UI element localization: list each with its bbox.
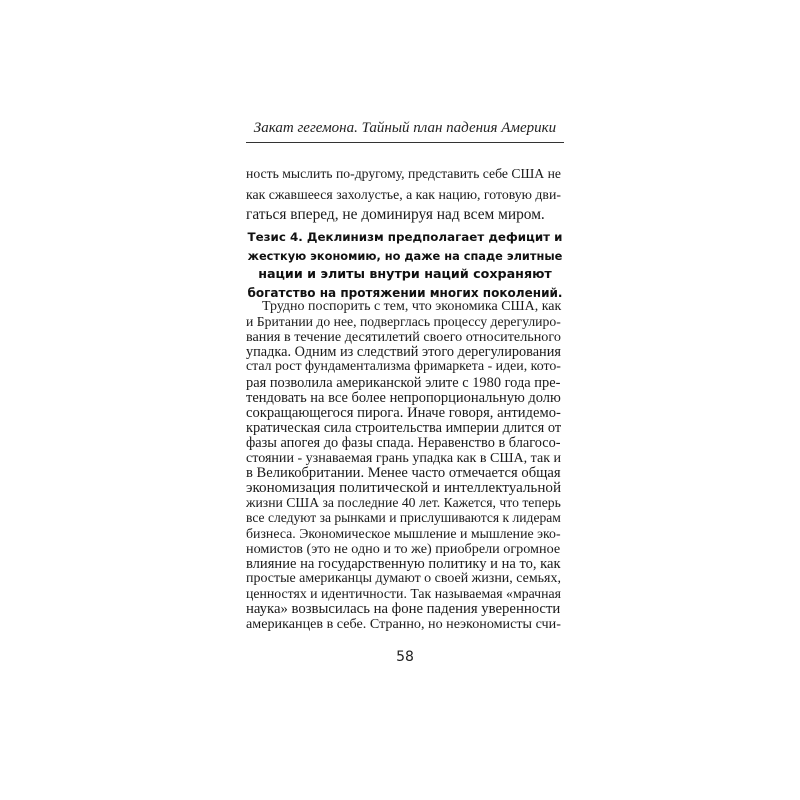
page-number: 58 [396,649,414,666]
text-line: все следуют за рынками и прислушиваются к лидерам [246,510,561,526]
text-line: тендовать на все более непропорциональную долю [246,389,561,406]
heading-line: жесткую экономию, но даже на спаде элитные [247,248,563,263]
text-line: жизни США за последние 40 лет. Кажется, что теперь [246,495,561,511]
text-line: стоянии - узнаваемая грань упадка как в США, так и [246,450,562,466]
text-line: простые американцы думают о своей жизни, семьях, [246,570,561,586]
text-line: Трудно поспорить с тем, что экономика США, как [262,299,562,314]
text-line: ность мыслить по-другому, представить себе США не [246,166,561,181]
text-line: наука» возвысилась на фоне падения уверенности [246,601,561,617]
text-line: вания в течение десятилетий своего относительного [246,329,561,346]
text-line: упадка. Одним из следствий этого дерегулирования [246,344,561,361]
header-rule [246,142,564,143]
running-head: Закат гегемона. Тайный план падения Америки [253,120,557,136]
text-line: рая позволила американской элите с 1980 года пре- [246,374,561,391]
text-line: гаться вперед, не доминируя над всем миром. [246,206,545,223]
text-line: ценностях и идентичности. Так называемая «мрачная [246,585,561,601]
text-line: номистов (это не одно и то же) приобрели огромное [246,540,561,557]
heading-line: богатство на протяжении многих поколений. [247,285,563,300]
heading-line: нации и элиты внутри наций сохраняют [258,266,552,281]
section-heading [246,228,564,302]
heading-line: Тезис 4. Деклинизм предполагает дефицит и [247,230,563,244]
text-line: сокращающегося пирога. Иначе говоря, антидемо- [246,404,561,421]
text-line: влияние на государственную политику и на то, как [246,555,561,572]
text-line: и Британии до нее, подверглась процессу дерегулиро- [246,314,561,330]
text-line: американцев в себе. Странно, но неэкономисты счи- [246,616,561,633]
text-line: стал рост фундаментализма фримаркета - идеи, кото- [246,359,561,375]
text-line: фазы апогея до фазы спада. Неравенство в благосо- [246,434,561,451]
text-line: в Великобритании. Менее часто отмечается общая [246,465,561,482]
text-line: кратическая сила строительства империи длится от [246,419,562,436]
text-line: бизнеса. Экономическое мышление и мышление эко- [246,525,561,541]
text-line: как сжавшееся захолустье, а как нацию, готовую дви- [246,187,561,202]
text-line: экономизация политической и интеллектуальной [246,480,562,497]
